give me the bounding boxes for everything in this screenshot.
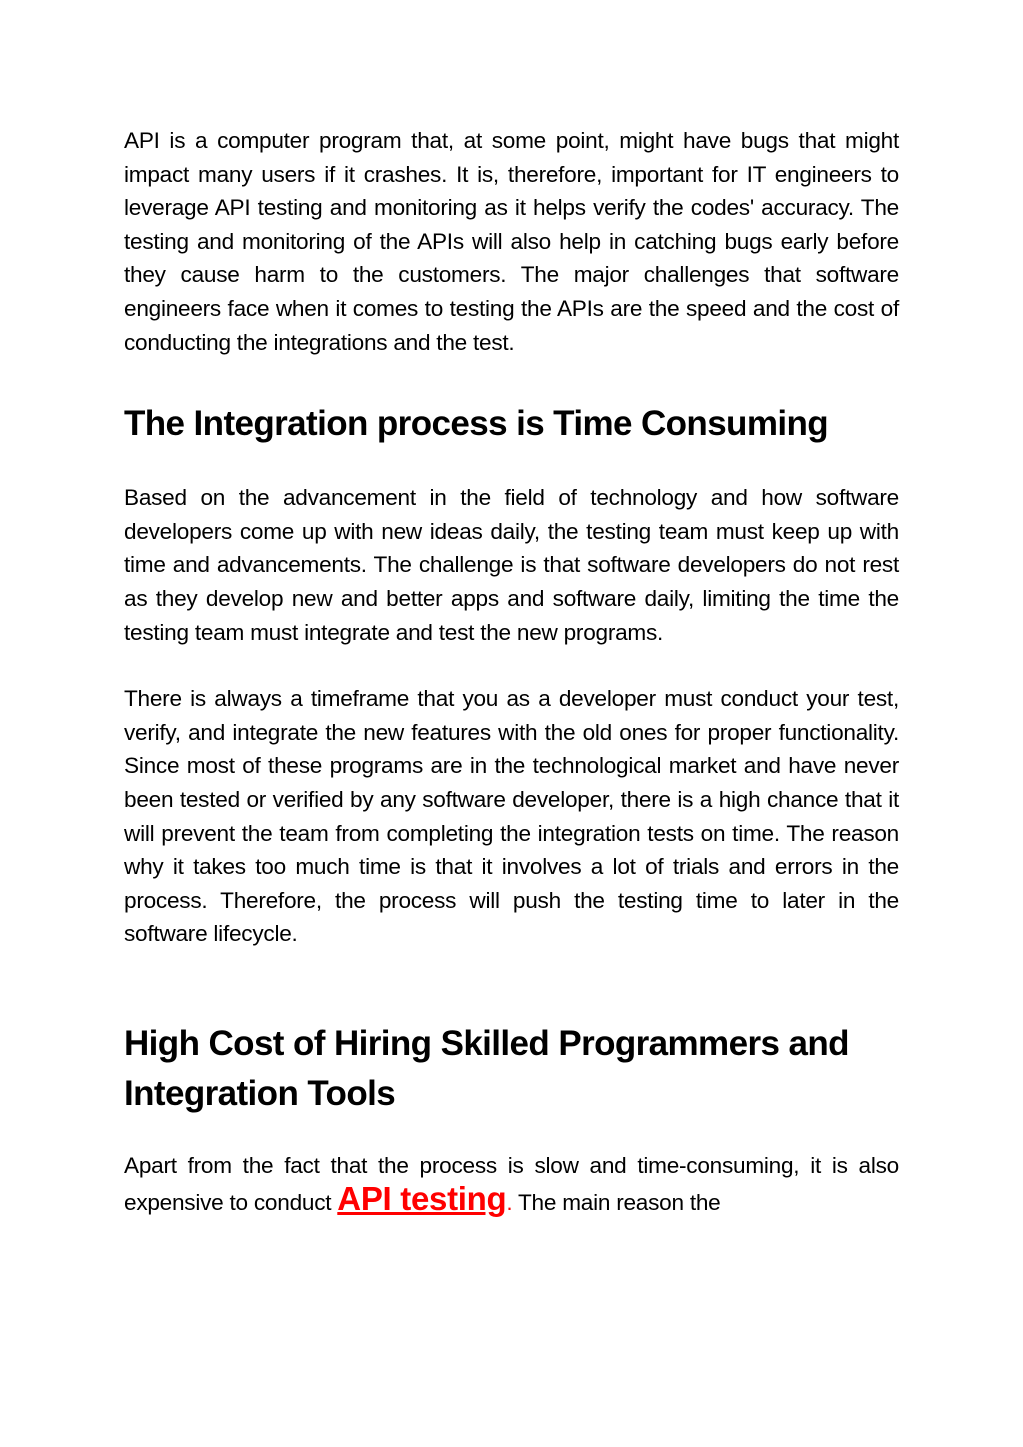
document-page [124, 124, 899, 1220]
cost-paragraph [124, 1149, 899, 1220]
integration-paragraph-2: There is always a timeframe that you as a developer must conduct your test, verify, and integrate the new features with the old ones for proper functionality. Since most of these programs are in the technological market and have never been tested or verified by any software developer, there is a high chance that it will prevent the team from completing the integration tests on time. The reason why it takes too much time is that it involves a lot of trials and errors in the process. Therefore, the process will push the testing time to later in the software lifecycle. [124, 686, 899, 947]
cost-paragraph-end: The main reason the [512, 1190, 721, 1216]
section-heading-integration-time: The Integration process is Time Consuming [124, 404, 829, 444]
intro-paragraph: API is a computer program that, at some point, might have bugs that might impact many users if it crashes. It is, therefore, important for IT engineers to leverage API testing and monitoring as it helps verify the codes' accuracy. The testing and monitoring of the APIs will also help in catching bugs early before they cause harm to the customers. The major challenges that software engineers face when it comes to testing the APIs are the speed and the cost of conducting the integrations and the test. [124, 128, 899, 355]
api-testing-link[interactable]: API testing [337, 1180, 507, 1218]
api-testing-link-period: . [506, 1190, 513, 1216]
cost-paragraph-start: Apart from the fact that the process is slow and time-consuming, it is also expensive to conduct [124, 1152, 899, 1216]
integration-paragraph-1: Based on the advancement in the field of technology and how software developers come up with new ideas daily, the testing team must keep up with time and advancements. The challenge is that software developers do not rest as they develop new and better apps and software daily, limiting the time the testing team must integrate and test the new programs. [124, 485, 899, 645]
section-heading-high-cost: High Cost of Hiring Skilled Programmers and Integration Tools [124, 1023, 849, 1113]
